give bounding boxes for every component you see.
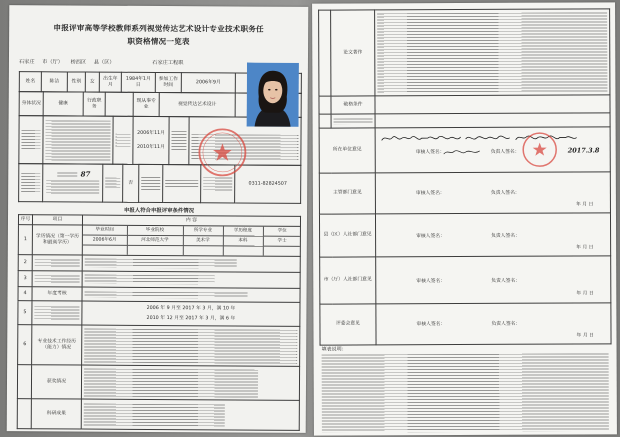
- unit-opinion-area: [376, 127, 610, 172]
- review-label: [19, 164, 43, 202]
- edu-header-degree: 学位: [263, 227, 301, 237]
- committee-leader-label: 负责人签名：: [491, 321, 521, 327]
- city-opinion-label: 市（厅）人社部门意见: [320, 257, 376, 304]
- county-opinion-date: 年 月 日: [576, 245, 594, 251]
- illegible-fine-print: [322, 353, 609, 432]
- dept-opinion-area: [376, 172, 610, 213]
- opinions-table: [318, 8, 611, 345]
- edu-level: 本科: [223, 236, 263, 246]
- exception-label: [103, 164, 123, 202]
- work-start-label: 参加工作时间: [155, 72, 181, 92]
- conditions-heading: 申报人符合申报评审条件情况: [123, 207, 195, 215]
- major-label: 现从事专业: [133, 92, 159, 116]
- other-label: [139, 164, 163, 202]
- hr-phone-value: 0311-82824507: [235, 165, 301, 203]
- annual-review-content: [82, 287, 300, 302]
- exception-condition-label: 破格条件: [331, 96, 375, 114]
- city-reviewer-label: 审核人签名：: [416, 279, 446, 285]
- years-label: [32, 301, 82, 325]
- illegible-fine-print: [141, 176, 160, 190]
- appoint-date-start: 2006年11月: [137, 130, 165, 136]
- location-city: 石家庄: [18, 59, 35, 66]
- unit-opinion-label: 所在单位意见: [319, 128, 375, 173]
- experience-content: [82, 325, 300, 366]
- birth-label: 出生年月: [99, 72, 121, 92]
- conditions-table: [17, 214, 301, 431]
- edu-empty-cell: [223, 246, 263, 256]
- years-line-2: 2010 年 12 月至 2017 年 3 月，满 6 年: [146, 315, 236, 321]
- edu-header-level: 学历程度: [223, 226, 263, 236]
- experience-label: 专业技术工作经历（能力）情况: [32, 325, 82, 365]
- row-no: 1: [18, 225, 32, 255]
- major-value: 视觉传达艺术设计: [159, 93, 235, 117]
- dept-reviewer-label: 审核人签名：: [415, 191, 445, 197]
- apply-title-label: [169, 117, 189, 165]
- committee-reviewer-label: 审核人签名：: [416, 322, 446, 328]
- county-opinion-area: [376, 213, 610, 256]
- edu-empty-cell: [83, 245, 127, 255]
- city-opinion-content: [376, 256, 611, 304]
- illegible-fine-print: [21, 130, 40, 150]
- language-content: [82, 271, 300, 288]
- health-label: 身体状况: [19, 92, 43, 116]
- committee-opinion-content: [376, 303, 611, 345]
- education-subtable: [83, 226, 301, 256]
- official-seal-stamp: [196, 126, 248, 178]
- illegible-fine-print: [165, 180, 198, 188]
- illegible-fine-print: [203, 177, 232, 191]
- other-value: [163, 165, 201, 203]
- applicant-photo: [247, 63, 299, 127]
- current-title-label: [19, 116, 43, 164]
- papers-content: [375, 9, 610, 96]
- committee-opinion-area: [376, 303, 610, 344]
- appoint-time-label: [113, 116, 133, 164]
- notes-label: 填表说明：: [321, 346, 347, 353]
- illegible-fine-print: [334, 118, 373, 124]
- illegible-fine-print: [35, 259, 80, 267]
- years-line-1: 2006 年 9 月至 2017 年 3 月，满 10 年: [146, 305, 236, 312]
- exception-value: 否: [123, 164, 139, 202]
- illegible-fine-print: [171, 131, 186, 151]
- illegible-fine-print: [105, 178, 120, 189]
- illegible-fine-print: [85, 275, 215, 285]
- appoint-date-end: 2010年11月: [136, 144, 165, 150]
- row-no-empty: [17, 365, 31, 399]
- county-reviewer-label: 审核人签名：: [416, 234, 445, 240]
- row-no: 6: [18, 325, 32, 365]
- row-no-empty: [319, 10, 331, 96]
- edu-degree: 学士: [263, 236, 301, 246]
- left-page: [7, 5, 309, 433]
- edu-school: 河北师范大学: [127, 235, 183, 245]
- language-label: [32, 271, 82, 287]
- review-score: 87: [80, 169, 91, 179]
- col-header-item: 项目: [32, 215, 82, 225]
- papers-label: 论文著作: [331, 10, 375, 96]
- name-value: 陈洁: [41, 72, 67, 92]
- appoint-dates: [133, 116, 169, 164]
- illegible-fine-print: [45, 120, 110, 160]
- edu-header-school: 毕业院校: [127, 226, 183, 236]
- extra-content: [375, 113, 610, 128]
- exception-condition-content: [375, 95, 610, 114]
- form-title-line1: 申报评审高等学校教师系列视觉传达艺术设计专业技术职务任: [53, 23, 264, 34]
- edu-grad-time: 2006年6月: [83, 235, 127, 245]
- illegible-fine-print: [377, 12, 607, 93]
- health-value: 健康: [43, 92, 83, 116]
- research-content: [81, 399, 299, 430]
- illegible-fine-print: [84, 403, 225, 426]
- awards-label: 获奖情况: [31, 365, 81, 399]
- years-content: [82, 301, 300, 326]
- dept-opinion-date: 年 月 日: [575, 202, 594, 208]
- col-header-content: 内 容: [82, 215, 300, 226]
- row-no: 2: [18, 255, 32, 271]
- current-title-content: [43, 116, 113, 164]
- illegible-fine-print: [46, 180, 99, 194]
- qualification-content: [82, 255, 300, 272]
- edu-empty-cell: [183, 246, 223, 256]
- form-title-line2: 职资格情况一览表: [127, 36, 190, 47]
- edu-header-grad-time: 毕业时间: [83, 226, 127, 236]
- dept-opinion-label: 主管部门意见: [319, 173, 375, 214]
- review-row: [18, 163, 301, 204]
- review-content: [43, 164, 103, 202]
- committee-opinion-date: 年 月 日: [576, 333, 594, 339]
- gender-label: 性别: [67, 72, 85, 92]
- education-content: [82, 225, 300, 256]
- row-no: 4: [18, 287, 32, 301]
- illegible-fine-print: [57, 172, 77, 177]
- unit-seal-stamp: [521, 131, 559, 169]
- county-opinion-label: 县（区）人社部门意见: [319, 214, 375, 257]
- row-no: 3: [18, 271, 32, 287]
- edu-empty-cell: [127, 245, 183, 255]
- city-opinion-area: [376, 256, 610, 303]
- row-no-empty: [319, 114, 331, 128]
- annual-review-label: 年度考核: [32, 287, 82, 301]
- awards-content: [81, 365, 299, 400]
- county-opinion-content: [375, 213, 610, 257]
- row-no: 5: [18, 301, 32, 325]
- admin-post-label: 行政职务: [83, 92, 105, 116]
- edu-empty-cell: [263, 246, 301, 256]
- location-county: 桥西区: [70, 59, 87, 66]
- filling-notes: [322, 344, 609, 434]
- education-label: 学历情况（第一学历和最高学历）: [32, 225, 82, 255]
- reviewer-signature: [442, 148, 482, 156]
- location-county-unit: 县（区）: [93, 59, 115, 66]
- row-no-empty: [17, 399, 31, 429]
- work-start-value: 2006年9月: [181, 73, 235, 93]
- unit-opinion-date: 2017.3.8: [567, 146, 600, 155]
- location-unit: 石家庄工程职: [152, 59, 184, 67]
- illegible-fine-print: [34, 306, 79, 320]
- row-no-empty: [319, 96, 331, 114]
- dept-leader-label: 负责人签名：: [490, 190, 520, 196]
- unit-opinion-content: [375, 127, 610, 173]
- committee-opinion-label: 评委会意见: [320, 304, 376, 345]
- birth-value: 1984年1月 日: [121, 72, 155, 92]
- dept-opinion-content: [375, 172, 610, 214]
- illegible-fine-print: [85, 291, 248, 298]
- county-leader-label: 负责人签名：: [491, 233, 520, 239]
- location-city-unit: 市（厅）: [42, 59, 63, 66]
- col-header-no: 序号: [18, 215, 32, 225]
- illegible-fine-print: [115, 133, 130, 147]
- unit-reviewer-label: 审核人签名：: [415, 150, 445, 156]
- unit-leader-label: 负责人签名：: [490, 149, 520, 155]
- edu-header-major: 所学专业: [183, 226, 223, 236]
- research-label: 科研成果: [31, 399, 81, 429]
- illegible-fine-print: [85, 259, 237, 269]
- illegible-fine-print: [35, 275, 80, 283]
- name-label: 姓名: [19, 72, 41, 92]
- admin-post-value: [105, 92, 133, 116]
- illegible-fine-print: [21, 173, 40, 193]
- illegible-fine-print: [84, 368, 258, 397]
- edu-major: 美术学: [183, 236, 223, 246]
- gender-value: 女: [85, 72, 99, 92]
- qualification-label: [32, 255, 82, 271]
- illegible-fine-print: [84, 328, 297, 363]
- right-page: [312, 2, 617, 435]
- extra-label: [331, 114, 375, 128]
- city-leader-label: 负责人签名：: [491, 278, 521, 284]
- city-opinion-date: 年 月 日: [576, 291, 594, 297]
